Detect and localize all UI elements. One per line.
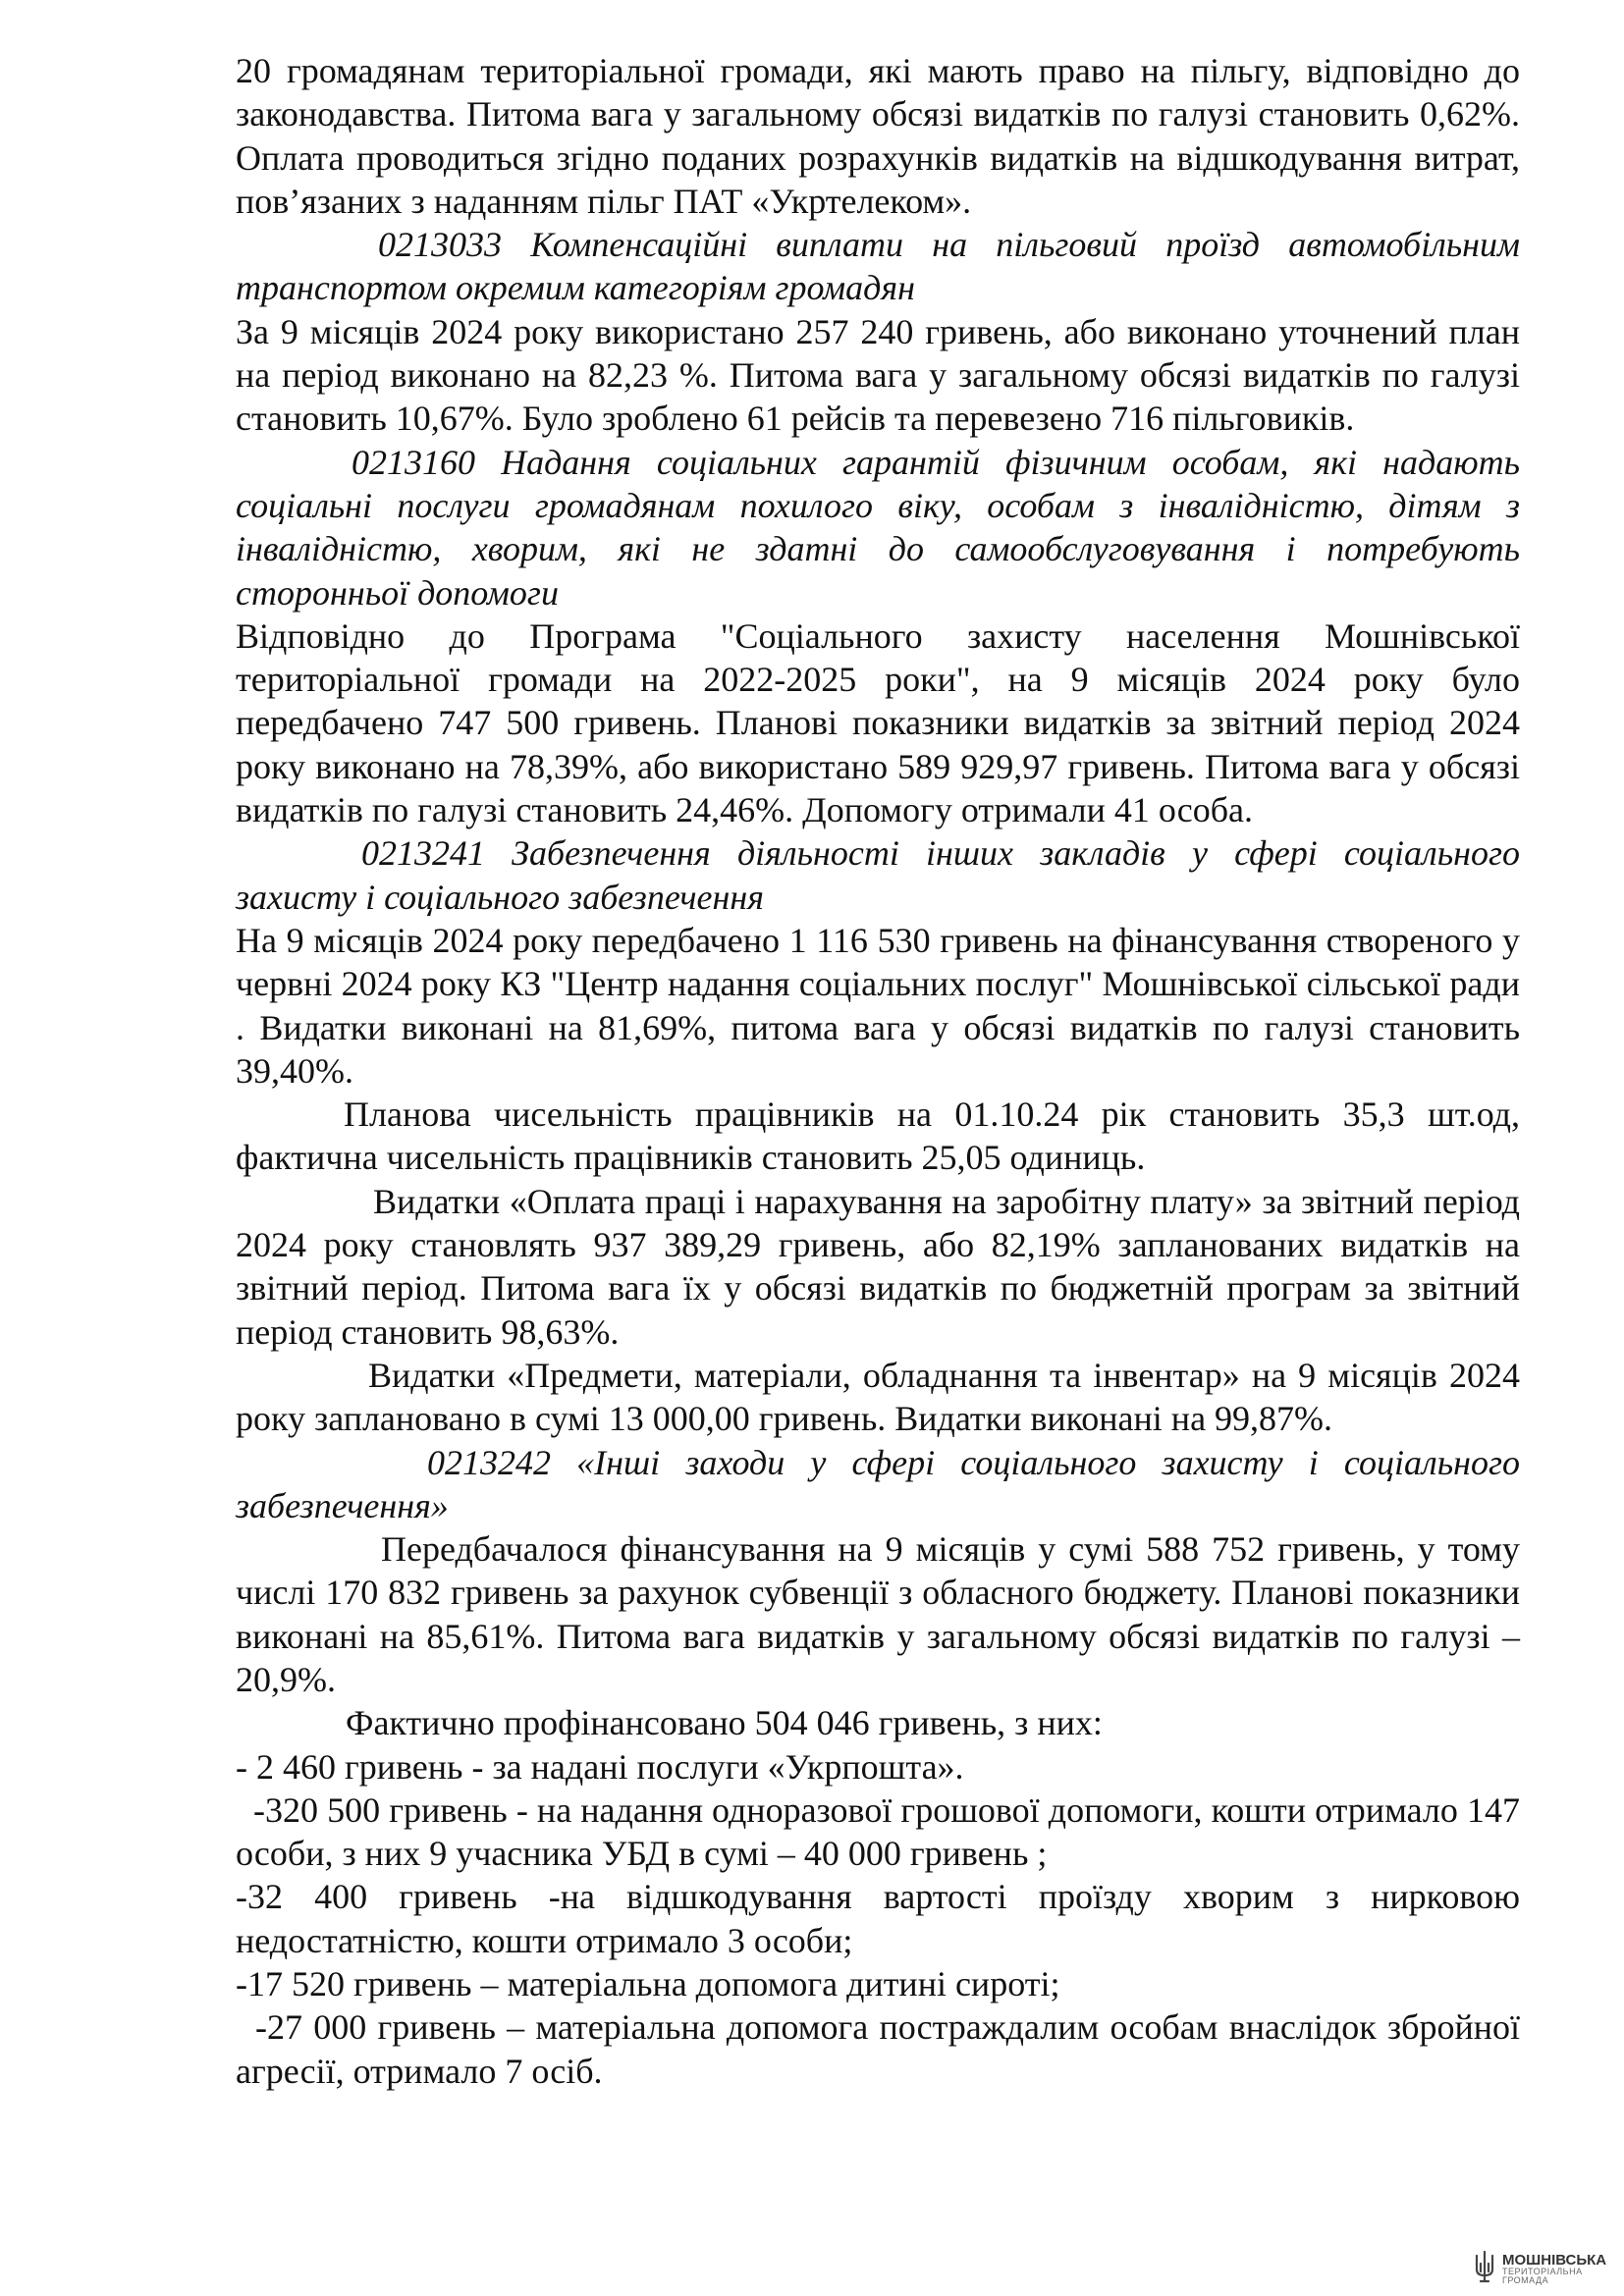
list-item: -32 400 гривень -на відшкодування вартості проїзду хворим з нирковою недостатністю, кошти отримало 3 особи; xyxy=(236,1877,1520,1960)
paragraph: Фактично профінансовано 504 046 гривень, з них: xyxy=(346,1703,1103,1743)
document-page xyxy=(236,49,1520,2093)
logo-title: МОШНІВСЬКА xyxy=(1502,2252,1607,2269)
paragraph: Видатки «Оплата праці і нарахування на заробітну плату» за звітний період 2024 року становлять 937 389,29 гривень, або 82,19% запланованих видатків на звітний період. Питома вага їх у обсязі видатків по бюджетній програм за звітний період становить 98,63%. xyxy=(236,1181,1520,1352)
paragraph: На 9 місяців 2024 року передбачено 1 116 530 гривень на фінансування створеного у червні 2024 року КЗ "Центр надання соціальних послуг" Мошнівської сільської ради . Видатки виконані на 81,69%, питома вага у обсязі видатків по галузі становить 39,40%. xyxy=(236,920,1520,1091)
logo-subtitle: ГРОМАДА xyxy=(1502,2275,1549,2285)
program-heading: 0213241 Забезпечення діяльності інших закладів у сфері соціального захисту і соціального забезпечення xyxy=(236,833,1520,917)
program-heading: 0213160 Надання соціальних гарантій фізичним особам, які надають соціальні послуги громадянам похилого віку, особам з інвалідністю, дітям з інвалідністю, хворим, які не здатні до самообслуговування і потребують сторонньої допомоги xyxy=(236,442,1520,613)
paragraph: За 9 місяців 2024 року використано 257 240 гривень, або виконано уточнений план на період виконано на 82,23 %. Питома вага у загальному обсязі видатків по галузі становить 10,67%. Було зроблено 61 рейсів та перевезено 716 пільговиків. xyxy=(236,311,1520,439)
paragraph: Планова чисельність працівників на 01.10.24 рік становить 35,3 шт.од, фактична чисельність працівників становить 25,05 одиниць. xyxy=(236,1095,1520,1178)
community-logo xyxy=(1473,2250,1606,2288)
list-item: -17 520 гривень – матеріальна допомога дитині сироті; xyxy=(236,1964,1060,2004)
paragraph: Відповідно до Програма "Соціального захисту населення Мошнівської територіальної громади на 2022-2025 роки", на 9 місяців 2024 року було передбачено 747 500 гривень. Планові показники видатків за звітний період 2024 року виконано на 78,39%, або використано 589 929,97 гривень. Питома вага у обсязі видатків по галузі становить 24,46%. Допомогу отримали 41 особа. xyxy=(236,615,1520,830)
list-item: -320 500 гривень - на надання одноразової грошової допомоги, кошти отримало 147 особи, з них 9 учасника УБД в сумі – 40 000 гривень ; xyxy=(236,1789,1520,1874)
list-item: -27 000 гривень – матеріальна допомога постраждалим особам внаслідок збройної агресії, отримало 7 осіб. xyxy=(236,2007,1520,2091)
paragraph: Передбачалося фінансування на 9 місяців у сумі 588 752 гривень, у тому числі 170 832 гривень за рахунок субвенції з обласного бюджету. Планові показники виконані на 85,61%. Питома вага видатків у загальному обсязі видатків по галузі – 20,9%. xyxy=(236,1529,1520,1699)
logo-subtitle: ТЕРИТОРІАЛЬНА xyxy=(1502,2267,1583,2276)
paragraph: 20 громадянам територіальної громади, які мають право на пільгу, відповідно до законодавства. Питома вага у загальному обсязі видатків по галузі становить 0,62%. Оплата проводиться згідно поданих розрахунків видатків на відшкодування витрат, пов’язаних з наданням пільг ПАТ «Укртелеком». xyxy=(236,51,1520,221)
list-item: - 2 460 гривень - за надані послуги «Укрпошта». xyxy=(236,1746,964,1787)
program-heading: 0213033 Компенсаційні виплати на пільговий проїзд автомобільним транспортом окремим категоріям громадян xyxy=(236,225,1520,308)
trident-emblem-icon xyxy=(1473,2250,1496,2288)
paragraph: Видатки «Предмети, матеріали, обладнання та інвентар» на 9 місяців 2024 року заплановано в сумі 13 000,00 гривень. Видатки виконані на 99,87%. xyxy=(236,1355,1520,1439)
program-heading: 0213242 «Інші заходи у сфері соціального захисту і соціального забезпечення» xyxy=(236,1442,1520,1525)
